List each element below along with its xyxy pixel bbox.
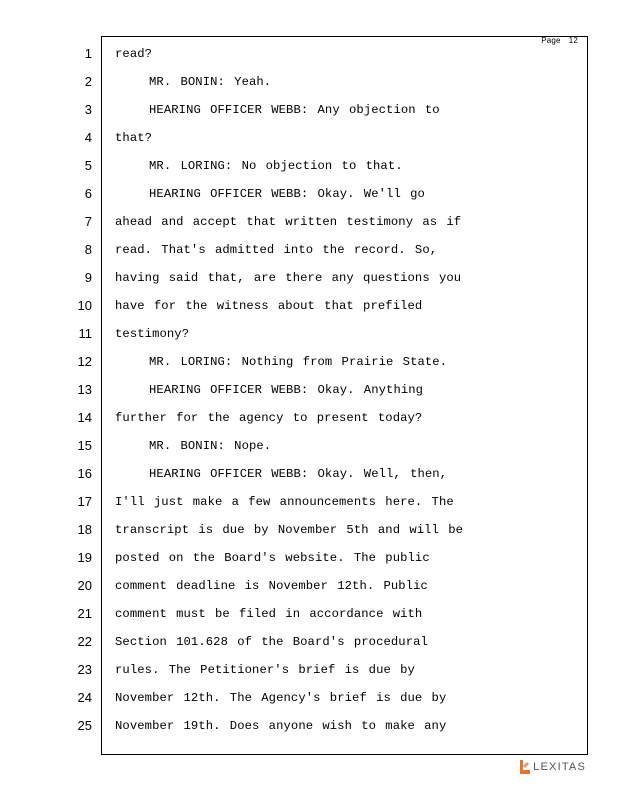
transcript-text <box>115 44 575 744</box>
line-number: 13 <box>77 382 92 397</box>
transcript-line: November 12th. The Agency's brief is due by <box>115 691 447 705</box>
transcript-line: HEARING OFFICER WEBB: Okay. Anything <box>149 383 424 397</box>
line-number: 22 <box>77 634 92 649</box>
transcript-line: ahead and accept that written testimony as if <box>115 215 462 229</box>
transcript-line: read. That's admitted into the record. So, <box>115 243 438 257</box>
transcript-line: rules. The Petitioner's brief is due by <box>115 663 415 677</box>
transcript-line: I'll just make a few announcements here. The <box>115 495 454 509</box>
line-number: 12 <box>77 354 92 369</box>
line-number: 3 <box>84 102 92 117</box>
line-number: 15 <box>77 438 92 453</box>
transcript-line: transcript is due by November 5th and will be <box>115 523 464 537</box>
transcript-line: posted on the Board's website. The public <box>115 551 430 565</box>
transcript-line: November 19th. Does anyone wish to make any <box>115 719 447 733</box>
line-number: 9 <box>84 270 92 285</box>
line-number: 2 <box>84 74 92 89</box>
transcript-line: HEARING OFFICER WEBB: Okay. We'll go <box>149 187 425 201</box>
line-number: 1 <box>84 46 92 61</box>
line-number-column <box>60 44 92 744</box>
line-number: 4 <box>84 130 92 145</box>
logo-text: LEXITAS <box>533 761 586 773</box>
transcript-line: MR. BONIN: Yeah. <box>149 75 272 89</box>
transcript-line: MR. LORING: No objection to that. <box>149 159 403 173</box>
transcript-line: Section 101.628 of the Board's procedural <box>115 635 428 649</box>
page-number: 12 <box>568 36 578 45</box>
line-number: 10 <box>77 298 92 313</box>
transcript-line: have for the witness about that prefiled <box>115 299 423 313</box>
transcript-line: MR. LORING: Nothing from Prairie State. <box>149 355 448 369</box>
line-number: 21 <box>77 606 92 621</box>
line-number: 14 <box>77 410 92 425</box>
logo-mark-accent <box>523 762 529 768</box>
transcript-line: HEARING OFFICER WEBB: Okay. Well, then, <box>149 467 448 481</box>
line-number: 24 <box>77 690 92 705</box>
transcript-line: comment deadline is November 12th. Public <box>115 579 428 593</box>
transcript-line: testimony? <box>115 327 190 341</box>
line-number: 16 <box>77 466 92 481</box>
line-number: 11 <box>78 326 92 341</box>
line-number: 18 <box>77 522 92 537</box>
transcript-line: read? <box>115 47 153 61</box>
line-number: 8 <box>84 242 92 257</box>
lexitas-logo <box>519 760 586 774</box>
transcript-line: MR. BONIN: Nope. <box>149 439 272 453</box>
line-number: 6 <box>84 186 92 201</box>
transcript-line: that? <box>115 131 153 145</box>
transcript-line: HEARING OFFICER WEBB: Any objection to <box>149 103 440 117</box>
line-number: 17 <box>77 494 92 509</box>
line-number: 5 <box>84 158 92 173</box>
transcript-line: having said that, are there any questions you <box>115 271 462 285</box>
line-number: 7 <box>84 214 92 229</box>
page-label-text: Page <box>541 36 561 45</box>
line-number: 19 <box>77 550 92 565</box>
line-number: 20 <box>77 578 92 593</box>
line-number: 25 <box>77 718 92 733</box>
lexitas-logo-icon <box>519 760 531 774</box>
transcript-line: further for the agency to present today? <box>115 411 423 425</box>
line-number: 23 <box>77 662 92 677</box>
transcript-line: comment must be filed in accordance with <box>115 607 423 621</box>
